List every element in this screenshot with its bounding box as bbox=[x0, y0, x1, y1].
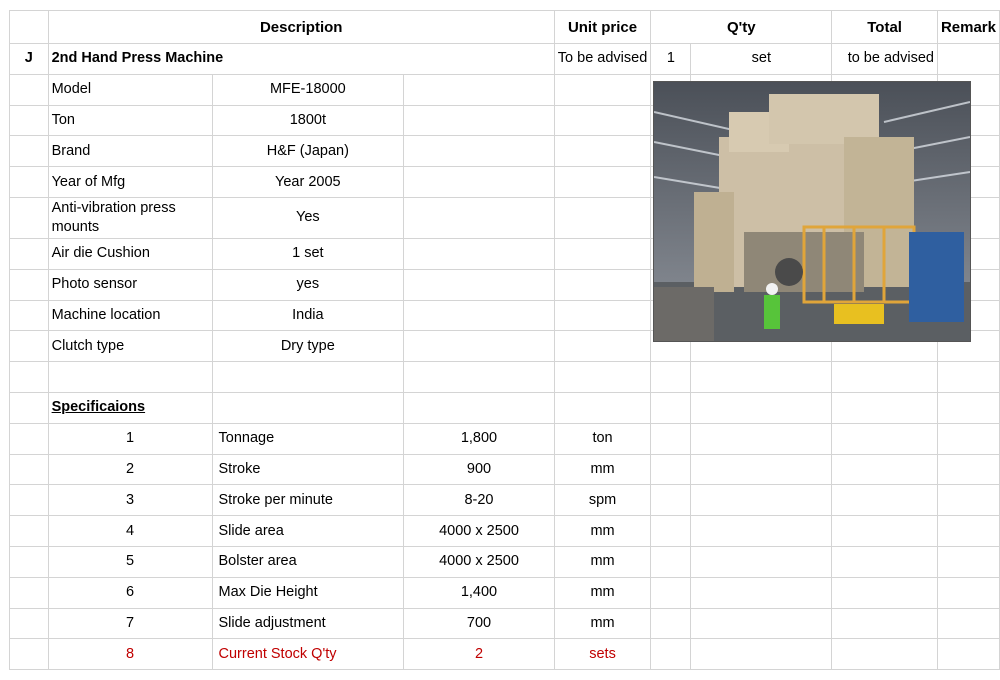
blank-cell bbox=[404, 167, 555, 198]
spec-unit: sets bbox=[554, 639, 650, 670]
detail-label: Clutch type bbox=[48, 331, 212, 362]
spec-unit: ton bbox=[554, 423, 650, 454]
spec-unit: mm bbox=[554, 546, 650, 577]
blank-cell bbox=[937, 608, 999, 639]
blank-cell bbox=[691, 639, 832, 670]
header-blank bbox=[10, 11, 49, 44]
header-unit-price: Unit price bbox=[554, 11, 650, 44]
blank-cell bbox=[691, 454, 832, 485]
detail-value: Yes bbox=[212, 197, 404, 238]
detail-value: Year 2005 bbox=[212, 167, 404, 198]
spec-row bbox=[10, 454, 1000, 485]
spec-row bbox=[10, 546, 1000, 577]
blank-cell bbox=[832, 392, 938, 423]
blank-cell bbox=[937, 362, 999, 393]
blank-cell bbox=[10, 300, 49, 331]
spec-no: 6 bbox=[48, 577, 212, 608]
blank-cell bbox=[404, 392, 555, 423]
item-remark bbox=[937, 44, 999, 75]
item-row bbox=[10, 44, 1000, 75]
spec-no: 1 bbox=[48, 423, 212, 454]
blank-cell bbox=[10, 454, 49, 485]
spec-no: 8 bbox=[48, 639, 212, 670]
blank-cell bbox=[10, 136, 49, 167]
spec-no: 5 bbox=[48, 546, 212, 577]
blank-cell bbox=[10, 269, 49, 300]
blank-cell bbox=[832, 454, 938, 485]
blank-cell bbox=[554, 331, 650, 362]
blank-cell bbox=[651, 577, 691, 608]
blank-cell bbox=[937, 639, 999, 670]
blank-cell bbox=[10, 238, 49, 269]
blank-cell bbox=[212, 392, 404, 423]
spec-name: Stroke per minute bbox=[212, 485, 404, 516]
blank-cell bbox=[651, 608, 691, 639]
blank-cell bbox=[554, 197, 650, 238]
header-qty: Q'ty bbox=[651, 11, 832, 44]
spec-name: Slide adjustment bbox=[212, 608, 404, 639]
blank-cell bbox=[10, 105, 49, 136]
blank-cell bbox=[651, 392, 691, 423]
press-machine-photo-icon bbox=[654, 82, 970, 341]
detail-label: Year of Mfg bbox=[48, 167, 212, 198]
blank-cell bbox=[937, 516, 999, 547]
blank-cell bbox=[651, 454, 691, 485]
spec-row bbox=[10, 423, 1000, 454]
blank-cell bbox=[10, 485, 49, 516]
detail-value: yes bbox=[212, 269, 404, 300]
item-unit: set bbox=[691, 44, 832, 75]
spec-name: Slide area bbox=[212, 516, 404, 547]
detail-value: H&F (Japan) bbox=[212, 136, 404, 167]
spec-value: 8-20 bbox=[404, 485, 555, 516]
blank-cell bbox=[10, 331, 49, 362]
header-row bbox=[10, 11, 1000, 44]
photo-cell bbox=[651, 74, 691, 105]
blank-cell bbox=[404, 362, 555, 393]
quotation-sheet bbox=[9, 10, 1000, 670]
item-unit-price: To be advised bbox=[554, 44, 650, 75]
spec-value: 700 bbox=[404, 608, 555, 639]
blank-cell bbox=[48, 362, 212, 393]
spec-value: 1,800 bbox=[404, 423, 555, 454]
blank-cell bbox=[651, 546, 691, 577]
blank-cell bbox=[10, 167, 49, 198]
header-remark: Remark bbox=[937, 11, 999, 44]
blank-cell bbox=[691, 485, 832, 516]
detail-row bbox=[10, 74, 1000, 105]
press-machine-photo bbox=[653, 81, 971, 342]
item-qty: 1 bbox=[651, 44, 691, 75]
blank-cell bbox=[554, 167, 650, 198]
blank-cell bbox=[651, 639, 691, 670]
item-name: 2nd Hand Press Machine bbox=[48, 44, 554, 75]
detail-label: Machine location bbox=[48, 300, 212, 331]
detail-value: MFE-18000 bbox=[212, 74, 404, 105]
spec-row bbox=[10, 485, 1000, 516]
spec-value: 900 bbox=[404, 454, 555, 485]
spec-row bbox=[10, 608, 1000, 639]
spec-unit: mm bbox=[554, 516, 650, 547]
detail-value: 1 set bbox=[212, 238, 404, 269]
blank-cell bbox=[10, 197, 49, 238]
spec-no: 7 bbox=[48, 608, 212, 639]
blank-cell bbox=[10, 608, 49, 639]
spec-title: Specificaions bbox=[48, 392, 212, 423]
blank-cell bbox=[937, 485, 999, 516]
blank-cell bbox=[691, 516, 832, 547]
blank-cell bbox=[832, 362, 938, 393]
detail-label: Brand bbox=[48, 136, 212, 167]
blank-cell bbox=[651, 516, 691, 547]
detail-label: Photo sensor bbox=[48, 269, 212, 300]
spec-title-row bbox=[10, 392, 1000, 423]
blank-cell bbox=[691, 577, 832, 608]
blank-cell bbox=[554, 269, 650, 300]
detail-label: Ton bbox=[48, 105, 212, 136]
detail-value: 1800t bbox=[212, 105, 404, 136]
detail-label: Air die Cushion bbox=[48, 238, 212, 269]
blank-cell bbox=[10, 423, 49, 454]
spec-unit: mm bbox=[554, 608, 650, 639]
spec-unit: spm bbox=[554, 485, 650, 516]
blank-cell bbox=[937, 454, 999, 485]
blank-cell bbox=[554, 392, 650, 423]
blank-cell bbox=[832, 485, 938, 516]
blank-cell bbox=[404, 74, 555, 105]
blank-cell bbox=[937, 392, 999, 423]
detail-label: Anti-vibration press mounts bbox=[48, 197, 212, 238]
spec-name: Stroke bbox=[212, 454, 404, 485]
header-description: Description bbox=[48, 11, 554, 44]
spec-no: 4 bbox=[48, 516, 212, 547]
spec-value: 4000 x 2500 bbox=[404, 546, 555, 577]
blank-cell bbox=[10, 74, 49, 105]
blank-cell bbox=[691, 608, 832, 639]
blank-cell bbox=[212, 362, 404, 393]
blank-cell bbox=[832, 546, 938, 577]
spec-no: 3 bbox=[48, 485, 212, 516]
detail-value: India bbox=[212, 300, 404, 331]
blank-cell bbox=[691, 392, 832, 423]
spec-name: Current Stock Q'ty bbox=[212, 639, 404, 670]
item-total: to be advised bbox=[832, 44, 938, 75]
blank-cell bbox=[554, 238, 650, 269]
blank-cell bbox=[937, 577, 999, 608]
spec-row bbox=[10, 577, 1000, 608]
blank-cell bbox=[832, 423, 938, 454]
blank-cell bbox=[832, 639, 938, 670]
header-total: Total bbox=[832, 11, 938, 44]
blank-cell bbox=[404, 300, 555, 331]
detail-value: Dry type bbox=[212, 331, 404, 362]
spec-row bbox=[10, 516, 1000, 547]
blank-cell bbox=[10, 362, 49, 393]
blank-cell bbox=[554, 74, 650, 105]
spec-name: Tonnage bbox=[212, 423, 404, 454]
blank-cell bbox=[404, 197, 555, 238]
item-code: J bbox=[10, 44, 49, 75]
blank-cell bbox=[691, 546, 832, 577]
spec-unit: mm bbox=[554, 577, 650, 608]
blank-cell bbox=[10, 392, 49, 423]
blank-cell bbox=[554, 105, 650, 136]
blank-cell bbox=[937, 546, 999, 577]
blank-cell bbox=[404, 136, 555, 167]
blank-cell bbox=[651, 423, 691, 454]
blank-cell bbox=[832, 516, 938, 547]
spec-unit: mm bbox=[554, 454, 650, 485]
quotation-table bbox=[9, 10, 1000, 670]
blank-cell bbox=[404, 238, 555, 269]
blank-cell bbox=[554, 362, 650, 393]
spec-value: 1,400 bbox=[404, 577, 555, 608]
blank-cell bbox=[832, 608, 938, 639]
blank-cell bbox=[691, 362, 832, 393]
spec-row bbox=[10, 639, 1000, 670]
spec-value: 4000 x 2500 bbox=[404, 516, 555, 547]
blank-cell bbox=[10, 577, 49, 608]
blank-cell bbox=[937, 423, 999, 454]
empty-row bbox=[10, 362, 1000, 393]
blank-cell bbox=[554, 300, 650, 331]
blank-cell bbox=[10, 516, 49, 547]
blank-cell bbox=[10, 546, 49, 577]
blank-cell bbox=[554, 136, 650, 167]
blank-cell bbox=[832, 577, 938, 608]
spec-name: Bolster area bbox=[212, 546, 404, 577]
spec-value: 2 bbox=[404, 639, 555, 670]
blank-cell bbox=[651, 485, 691, 516]
blank-cell bbox=[404, 331, 555, 362]
blank-cell bbox=[404, 269, 555, 300]
blank-cell bbox=[691, 423, 832, 454]
detail-label: Model bbox=[48, 74, 212, 105]
blank-cell bbox=[404, 105, 555, 136]
blank-cell bbox=[651, 362, 691, 393]
spec-name: Max Die Height bbox=[212, 577, 404, 608]
blank-cell bbox=[10, 639, 49, 670]
spec-no: 2 bbox=[48, 454, 212, 485]
